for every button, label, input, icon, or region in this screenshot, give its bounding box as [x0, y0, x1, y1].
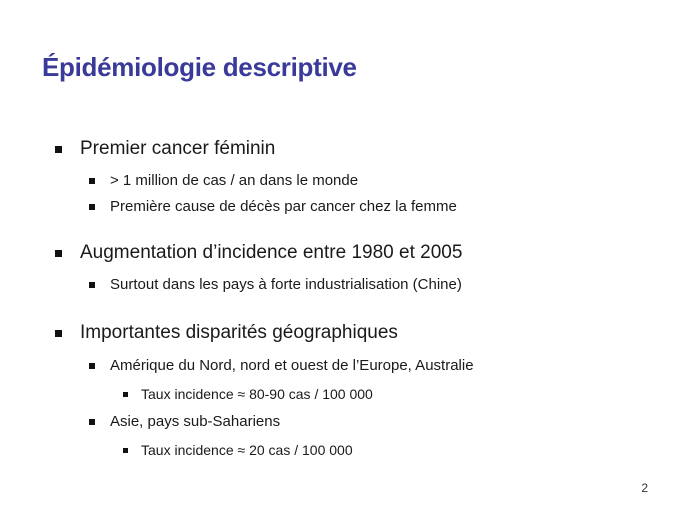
square-bullet-icon: [55, 330, 62, 337]
sub-bullet-amerique-europe: [110, 357, 474, 374]
bullet-text: Amérique du Nord, nord et ouest de l’Europe, Australie: [110, 357, 474, 374]
square-bullet-icon: [89, 178, 95, 184]
square-bullet-icon: [55, 250, 62, 257]
bullet-text: > 1 million de cas / an dans le monde: [110, 172, 359, 189]
square-bullet-icon: [55, 146, 62, 153]
bullet-premier-cancer: [80, 138, 275, 160]
square-bullet-icon: [123, 448, 128, 453]
square-bullet-icon: [89, 363, 95, 369]
sub-bullet-industrialisation: [110, 276, 462, 293]
slide-title: Épidémiologie descriptive: [42, 52, 357, 82]
bullet-text: Première cause de décès par cancer chez la femme: [110, 198, 457, 215]
bullet-text: Augmentation d’incidence entre 1980 et 2005: [80, 242, 463, 263]
bullet-text: Importantes disparités géographiques: [80, 322, 398, 343]
sub-sub-bullet-taux-80-90: [141, 386, 373, 402]
sub-bullet-premiere-cause: [110, 198, 457, 215]
bullet-text: Premier cancer féminin: [80, 138, 276, 159]
square-bullet-icon: [89, 204, 95, 210]
sub-sub-bullet-taux-20: [141, 442, 353, 458]
bullet-text: Asie, pays sub-Sahariens: [110, 413, 281, 430]
bullet-augmentation-incidence: [80, 242, 462, 264]
square-bullet-icon: [89, 282, 95, 288]
bullet-text: Taux incidence ≈ 20 cas / 100 000: [141, 442, 353, 458]
square-bullet-icon: [89, 419, 95, 425]
page-number: 2: [641, 481, 648, 495]
sub-bullet-million-cas: [110, 172, 358, 189]
bullet-text: Taux incidence ≈ 80-90 cas / 100 000: [141, 386, 373, 402]
bullet-text: Surtout dans les pays à forte industrialisation (Chine): [110, 276, 462, 293]
bullet-disparites-geographiques: [80, 322, 398, 344]
sub-bullet-asie: [110, 413, 280, 430]
square-bullet-icon: [123, 392, 128, 397]
